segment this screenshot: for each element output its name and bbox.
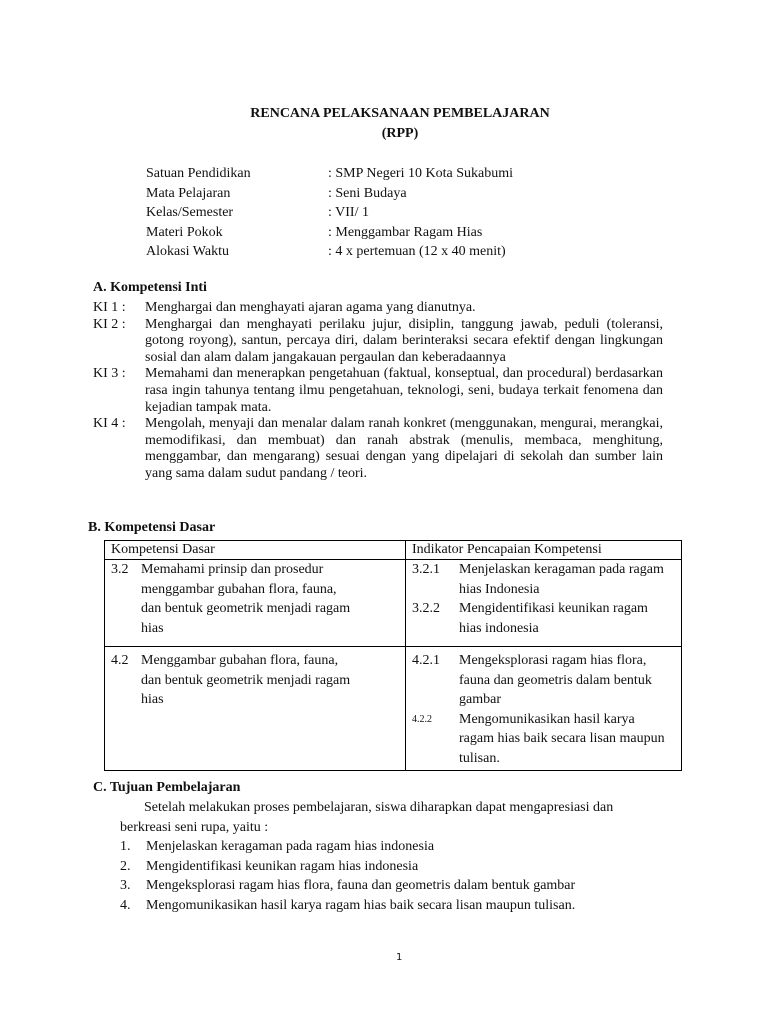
indicator-entry xyxy=(412,599,675,638)
ki-text: Menghargai dan menghayati perilaku jujur, disiplin, tanggung jawab, peduli (toleransi, gotong royong), santun, percaya diri, dalam berinteraksi secara efektif dengan lingkungan sosial dan alam dalam jangakauan pergaulan dan keberadaannya xyxy=(145,316,663,365)
kd-entry xyxy=(111,651,405,710)
section-a-heading: A. Kompetensi Inti xyxy=(93,280,207,295)
indicator-line: Mengeksplorasi ragam hias flora, xyxy=(459,653,647,668)
identity-row xyxy=(146,223,513,243)
indicator-cell xyxy=(406,647,682,771)
list-item xyxy=(120,837,665,857)
ki-item xyxy=(93,300,663,317)
table-header-cell: Kompetensi Dasar xyxy=(105,541,406,560)
list-number: 4. xyxy=(120,897,131,913)
indicator-line: ragam hias baik secara lisan maupun xyxy=(459,731,665,746)
indicator-line: Menjelaskan keragaman pada ragam xyxy=(459,562,664,577)
tujuan-intro-line: berkreasi seni rupa, yaitu : xyxy=(120,819,269,835)
identity-block xyxy=(146,164,513,262)
indicator-number: 3.2.2 xyxy=(412,601,440,616)
ki-code: KI 2 : xyxy=(93,316,126,332)
kompetensi-inti-list xyxy=(93,300,663,483)
kd-line: hias xyxy=(141,620,164,636)
kd-line: dan bentuk geometrik menjadi ragam xyxy=(141,672,351,688)
indicator-entry xyxy=(412,651,675,710)
table-header-row xyxy=(105,541,682,560)
list-item xyxy=(120,896,665,916)
indicator-text xyxy=(459,599,675,638)
indicator-number: 4.2.2 xyxy=(412,713,432,725)
kd-number: 3.2 xyxy=(111,562,129,577)
indicator-line: hias Indonesia xyxy=(459,581,540,597)
identity-label: Satuan Pendidikan xyxy=(146,166,251,181)
list-item xyxy=(120,857,665,877)
identity-value: : Menggambar Ragam Hias xyxy=(328,224,483,240)
kd-line: menggambar gubahan flora, fauna, xyxy=(141,581,337,597)
indicator-number: 4.2.1 xyxy=(412,653,440,668)
indicator-entry xyxy=(412,560,675,599)
identity-value: : 4 x pertemuan (12 x 40 menit) xyxy=(328,244,506,259)
ki-code: KI 4 : xyxy=(93,416,126,432)
page-number: 1 xyxy=(396,952,403,963)
identity-value: : VII/ 1 xyxy=(328,205,369,220)
indicator-line: gambar xyxy=(459,692,501,707)
identity-value: : SMP Negeri 10 Kota Sukabumi xyxy=(328,166,513,181)
identity-row xyxy=(146,164,513,184)
identity-row xyxy=(146,203,513,223)
kd-line: Memahami prinsip dan prosedur xyxy=(141,562,324,577)
kd-text xyxy=(141,651,405,710)
indicator-number: 3.2.1 xyxy=(412,562,440,577)
ki-text: Memahami dan menerapkan pengetahuan (faktual, konseptual, dan procedural) berdasarkan rasa ingin tahunya tentang ilmu pengetahuan, teknologi, seni, budaya terkait fenomena dan kejadian tampak mata. xyxy=(145,366,663,415)
section-b-heading: B. Kompetensi Dasar xyxy=(88,520,216,535)
indicator-line: Mengidentifikasi keunikan ragam xyxy=(459,601,648,616)
table-row xyxy=(105,647,682,771)
identity-label: Mata Pelajaran xyxy=(146,185,231,201)
ki-text: Menghargai dan menghayati ajaran agama yang dianutnya. xyxy=(145,300,476,315)
list-text: Mengeksplorasi ragam hias flora, fauna dan geometris dalam bentuk gambar xyxy=(146,878,576,893)
kd-number: 4.2 xyxy=(111,653,129,668)
indicator-text xyxy=(459,710,675,769)
indicator-text xyxy=(459,560,675,599)
list-item xyxy=(120,876,665,896)
kd-line: Menggambar gubahan flora, fauna, xyxy=(141,653,339,668)
ki-code: KI 3 : xyxy=(93,366,126,382)
kd-line: dan bentuk geometrik menjadi ragam xyxy=(141,601,351,616)
identity-value: : Seni Budaya xyxy=(328,185,407,201)
indicator-line: Mengomunikasikan hasil karya xyxy=(459,711,635,727)
identity-label: Kelas/Semester xyxy=(146,205,234,220)
ki-item xyxy=(93,416,663,482)
list-text: Menjelaskan keragaman pada ragam hias indonesia xyxy=(146,839,435,854)
tujuan-block xyxy=(120,798,665,915)
kompetensi-dasar-table xyxy=(104,540,682,771)
kd-cell xyxy=(105,560,406,647)
indicator-line: fauna dan geometris dalam bentuk xyxy=(459,672,652,688)
indicator-entry xyxy=(412,710,675,769)
table-row xyxy=(105,560,682,647)
kd-entry xyxy=(111,560,405,638)
list-text: Mengomunikasikan hasil karya ragam hias baik secara lisan maupun tulisan. xyxy=(146,897,576,913)
identity-row xyxy=(146,184,513,204)
document-title: RENCANA PELAKSANAAN PEMBELAJARAN xyxy=(250,106,550,121)
tujuan-intro-line: Setelah melakukan proses pembelajaran, siswa diharapkan dapat mengapresiasi dan xyxy=(144,800,614,815)
indicator-line: hias indonesia xyxy=(459,620,539,636)
indicator-text xyxy=(459,651,675,710)
ki-item xyxy=(93,366,663,416)
list-number: 1. xyxy=(120,839,131,854)
indicator-line: tulisan. xyxy=(459,750,500,766)
list-number: 2. xyxy=(120,858,131,874)
list-number: 3. xyxy=(120,878,131,893)
identity-row xyxy=(146,242,513,262)
section-c-heading: C. Tujuan Pembelajaran xyxy=(93,780,241,795)
kd-line: hias xyxy=(141,692,164,707)
ki-code: KI 1 : xyxy=(93,300,126,315)
kd-text xyxy=(141,560,405,638)
list-text: Mengidentifikasi keunikan ragam hias indonesia xyxy=(146,858,419,874)
tujuan-list xyxy=(120,837,665,915)
table-header-cell: Indikator Pencapaian Kompetensi xyxy=(406,541,682,560)
ki-item xyxy=(93,317,663,367)
document-subtitle: (RPP) xyxy=(381,126,419,141)
kd-cell xyxy=(105,647,406,771)
identity-label: Materi Pokok xyxy=(146,224,223,240)
identity-label: Alokasi Waktu xyxy=(146,244,229,259)
indicator-cell xyxy=(406,560,682,647)
ki-text: Mengolah, menyaji dan menalar dalam ranah konkret (menggunakan, mengurai, merangkai, memodifikasi, dan membuat) dan ranah abstrak (menulis, membaca, menghitung, menggambar, dan mengarang) sesuai dengan yang dipelajari di sekolah dan sumber lain yang sama dalam sudut pandang / teori. xyxy=(145,416,663,481)
